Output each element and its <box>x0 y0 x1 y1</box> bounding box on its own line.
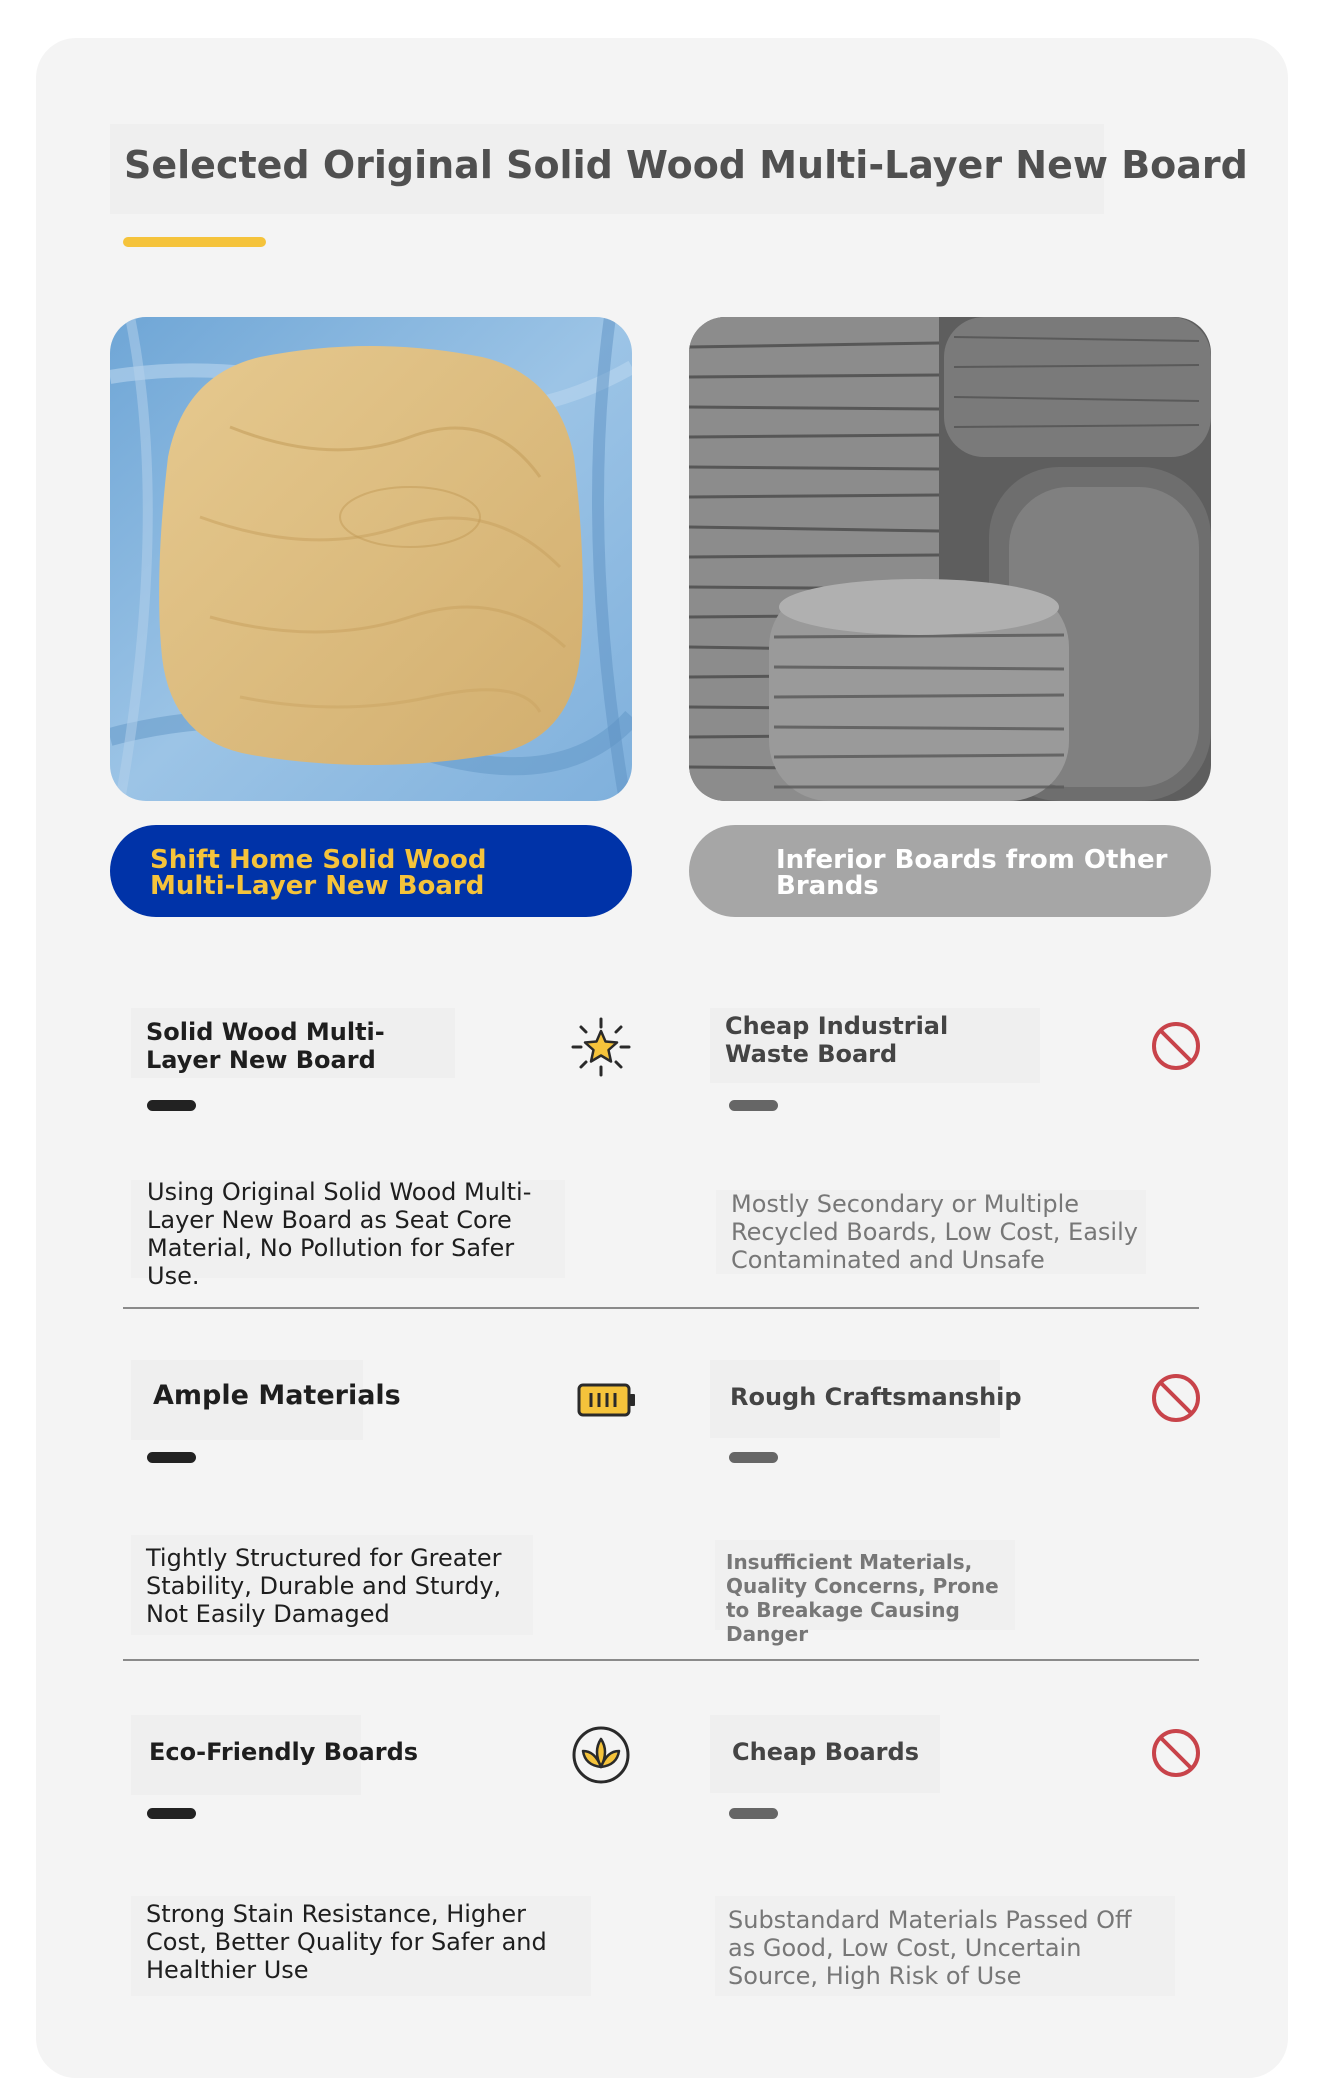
row-divider-2 <box>123 1659 1199 1661</box>
row2-right-title: Rough Craftsmanship <box>730 1383 1022 1411</box>
inferior-pill <box>689 825 1211 917</box>
row3-right-dash <box>729 1808 778 1819</box>
star-sun-icon <box>571 1017 631 1082</box>
row-divider-1 <box>123 1307 1199 1309</box>
page-title: Selected Original Solid Wood Multi-Layer New Board <box>124 143 1248 187</box>
row2-right-desc: Insufficient Materials, Quality Concerns, Prone to Breakage Causing Danger <box>726 1550 999 1646</box>
row3-right-title: Cheap Boards <box>732 1738 919 1766</box>
prohibited-icon <box>1150 1372 1202 1429</box>
row2-left-title: Ample Materials <box>153 1380 401 1411</box>
row3-left-dash <box>147 1808 196 1819</box>
prohibited-icon <box>1150 1727 1202 1784</box>
row1-right-dash <box>729 1100 778 1111</box>
row3-left-title: Eco-Friendly Boards <box>149 1738 419 1766</box>
battery-icon <box>577 1383 637 1422</box>
row1-right-title: Cheap Industrial Waste Board <box>725 1012 949 1068</box>
row1-left-title: Solid Wood Multi-Layer New Board <box>146 1018 385 1074</box>
row2-left-desc: Tightly Structured for Greater Stability, Durable and Sturdy, Not Easily Damaged <box>146 1544 502 1628</box>
title-underline <box>123 237 266 247</box>
row3-right-desc: Substandard Materials Passed Off as Good, Low Cost, Uncertain Source, High Risk of Use <box>728 1906 1132 1990</box>
brand-pill-label: Shift Home Solid Wood Multi-Layer New Board <box>150 845 487 901</box>
row1-left-dash <box>147 1100 196 1111</box>
row3-left-desc: Strong Stain Resistance, Higher Cost, Better Quality for Safer and Healthier Use <box>146 1900 547 1984</box>
inferior-boards-photo <box>689 317 1211 801</box>
row2-left-dash <box>147 1452 196 1463</box>
row1-right-desc: Mostly Secondary or Multiple Recycled Boards, Low Cost, Easily Contaminated and Unsafe <box>731 1190 1138 1274</box>
brand-pill <box>110 825 632 917</box>
row2-right-dash <box>729 1452 778 1463</box>
leaf-icon <box>571 1725 631 1790</box>
row1-left-desc: Using Original Solid Wood Multi-Layer New Board as Seat Core Material, No Pollution for Safer Use. <box>147 1178 532 1290</box>
prohibited-icon <box>1150 1020 1202 1077</box>
wood-board-photo <box>110 317 632 801</box>
inferior-pill-label: Inferior Boards from Other Brands <box>776 845 1168 901</box>
